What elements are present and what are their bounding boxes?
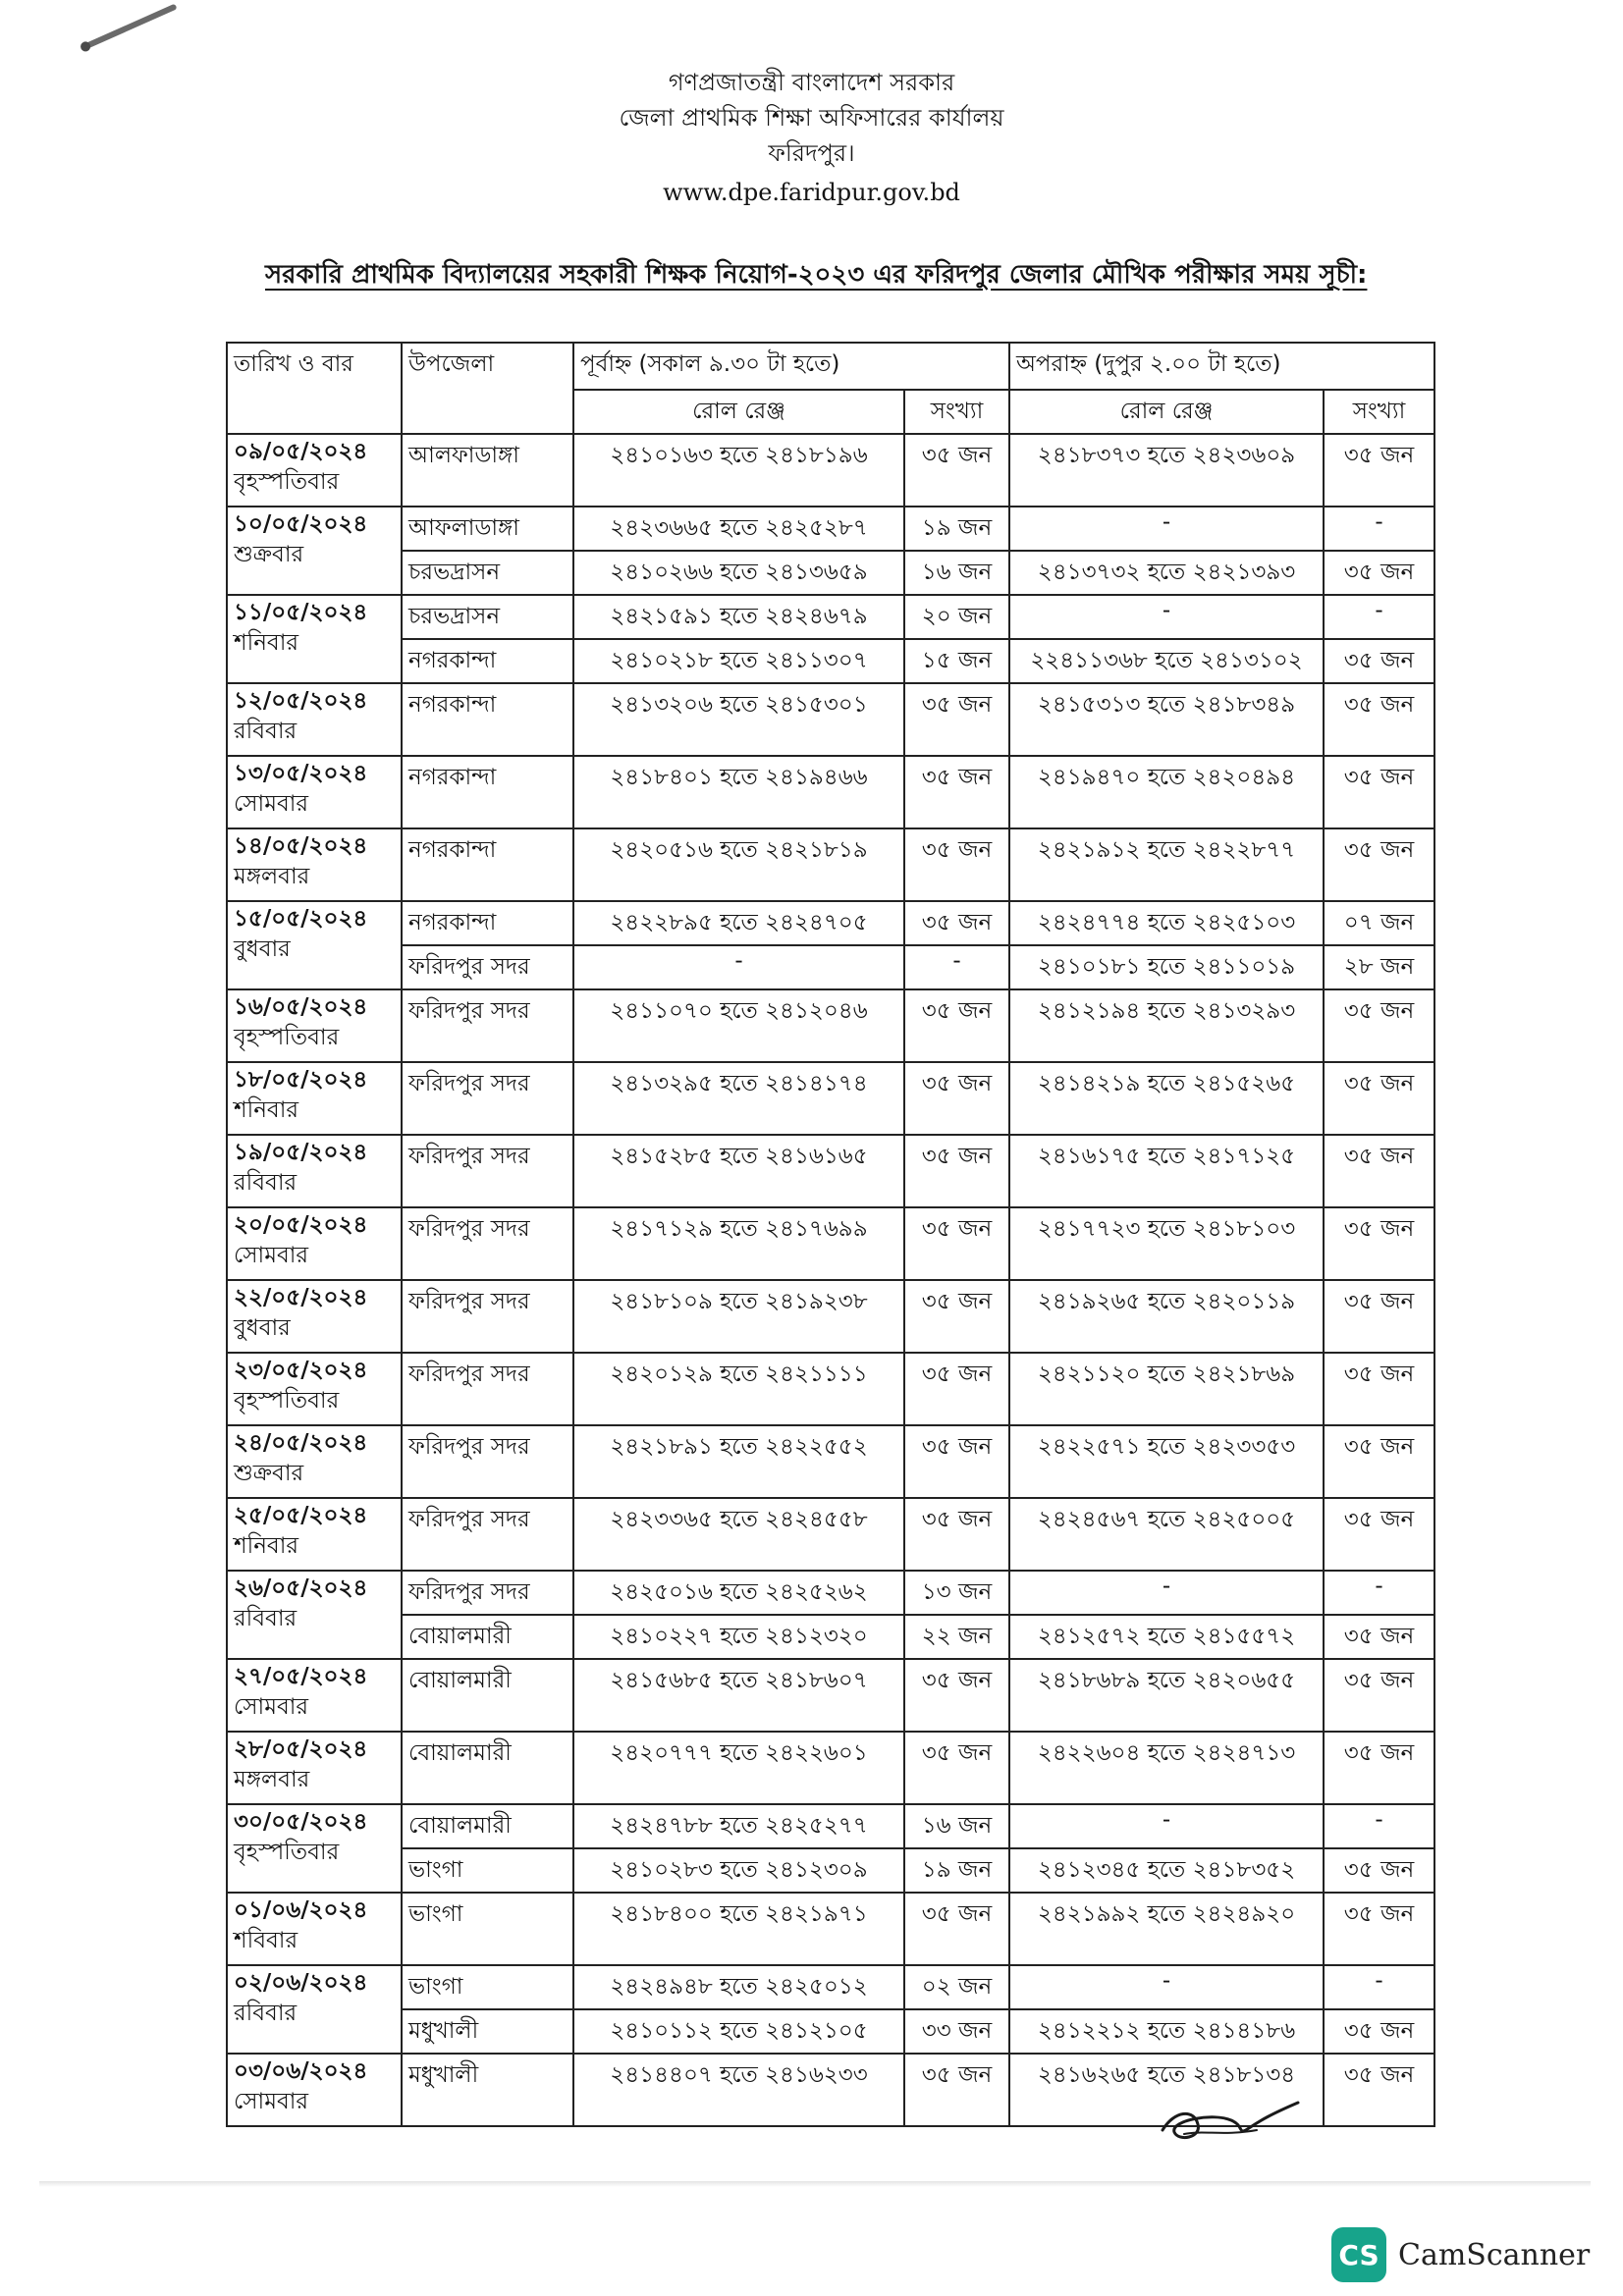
exam-weekday: মঙ্গলবার xyxy=(234,864,310,889)
date-day-cell xyxy=(227,1965,402,2054)
upazila-cell: মধুখালী xyxy=(402,2054,573,2126)
date-day-cell xyxy=(227,1207,402,1280)
exam-weekday: বৃহস্পতিবার xyxy=(234,1388,340,1414)
table-row xyxy=(227,1659,1434,1732)
date-day-cell xyxy=(227,1498,402,1571)
morning-count-cell: ০২ জন xyxy=(904,1965,1009,2009)
morning-roll-range-cell: ২৪১০২৬৬ হতে ২৪১৩৬৫৯ xyxy=(573,551,904,595)
exam-weekday: সোমবার xyxy=(234,791,309,817)
exam-date: ১৮/০৫/২০২৪ xyxy=(234,1067,368,1093)
exam-date: ০১/০৬/২০২৪ xyxy=(234,1897,368,1923)
afternoon-count-cell: ৩৫ জন xyxy=(1324,1280,1434,1353)
date-day-cell xyxy=(227,1353,402,1425)
exam-weekday: বৃহস্পতিবার xyxy=(234,1840,340,1865)
morning-roll-range-cell: ২৪২০১২৯ হতে ২৪২১১১১ xyxy=(573,1353,904,1425)
exam-weekday: শুক্রবার xyxy=(234,542,304,567)
exam-date: ২৪/০৫/২০২৪ xyxy=(234,1430,368,1456)
date-day-cell xyxy=(227,1571,402,1659)
schedule-body xyxy=(227,434,1434,2126)
morning-roll-range-cell: ২৪১৮১০৯ হতে ২৪১৯২৩৮ xyxy=(573,1280,904,1353)
exam-weekday: রবিবার xyxy=(234,1170,298,1196)
table-row xyxy=(227,989,1434,1062)
morning-roll-range-cell: ২৪২২৮৯৫ হতে ২৪২৪৭০৫ xyxy=(573,901,904,945)
date-day-cell xyxy=(227,1280,402,1353)
afternoon-roll-range-cell: ২৪১৬১৭৫ হতে ২৪১৭১২৫ xyxy=(1009,1135,1324,1207)
morning-count-cell: ৩৫ জন xyxy=(904,1659,1009,1732)
upazila-cell: আলফাডাঙ্গা xyxy=(402,434,573,507)
morning-roll-range-cell: ২৪১১০৭০ হতে ২৪১২০৪৬ xyxy=(573,989,904,1062)
header-afternoon-count: সংখ্যা xyxy=(1324,390,1434,434)
afternoon-roll-range-cell: ২২৪১১৩৬৮ হতে ২৪১৩১০২ xyxy=(1009,639,1324,683)
date-day-cell xyxy=(227,828,402,901)
afternoon-roll-range-cell: ২৪২১৯১২ হতে ২৪২২৮৭৭ xyxy=(1009,828,1324,901)
exam-weekday: শনিবার xyxy=(234,630,299,656)
exam-weekday: সোমবার xyxy=(234,1694,309,1720)
table-row xyxy=(227,1280,1434,1353)
morning-count-cell: ৩৩ জন xyxy=(904,2009,1009,2054)
date-day-cell xyxy=(227,756,402,828)
table-row xyxy=(227,828,1434,901)
exam-date: ২০/০৫/২০২৪ xyxy=(234,1212,368,1238)
afternoon-roll-range-cell: ২৪১৩৭৩২ হতে ২৪২১৩৯৩ xyxy=(1009,551,1324,595)
upazila-cell: ভাংগা xyxy=(402,1965,573,2009)
morning-count-cell: ৩৫ জন xyxy=(904,434,1009,507)
exam-date: ১৬/০৫/২০২৪ xyxy=(234,994,368,1020)
upazila-cell: ফরিদপুর সদর xyxy=(402,1207,573,1280)
morning-roll-range-cell: ২৪১৫৬৮৫ হতে ২৪১৮৬০৭ xyxy=(573,1659,904,1732)
morning-roll-range-cell: ২৪১৩২০৬ হতে ২৪১৫৩০১ xyxy=(573,683,904,756)
page-edge xyxy=(39,2181,1591,2187)
morning-roll-range-cell: ২৪২১৫৯১ হতে ২৪২৪৬৭৯ xyxy=(573,595,904,639)
morning-roll-range-cell: - xyxy=(573,945,904,989)
afternoon-roll-range-cell: ২৪১৯৪৭০ হতে ২৪২০৪৯৪ xyxy=(1009,756,1324,828)
exam-weekday: বৃহস্পতিবার xyxy=(234,469,340,495)
date-day-cell xyxy=(227,1135,402,1207)
morning-count-cell: ৩৫ জন xyxy=(904,1353,1009,1425)
morning-count-cell: ৩৫ জন xyxy=(904,1135,1009,1207)
exam-weekday: রবিবার xyxy=(234,719,298,744)
exam-date: ০৯/০৫/২০২৪ xyxy=(234,439,368,464)
morning-roll-range-cell: ২৪১৩২৯৫ হতে ২৪১৪১৭৪ xyxy=(573,1062,904,1135)
header-morning: পূর্বাহ্ন (সকাল ৯.৩০ টা হতে) xyxy=(573,343,1009,390)
upazila-cell: ফরিদপুর সদর xyxy=(402,1498,573,1571)
exam-weekday: রবিবার xyxy=(234,2001,298,2026)
afternoon-roll-range-cell: ২৪১৮৩৭৩ হতে ২৪২৩৬০৯ xyxy=(1009,434,1324,507)
morning-roll-range-cell: ২৪২০৭৭৭ হতে ২৪২২৬০১ xyxy=(573,1732,904,1804)
upazila-cell: আফলাডাঙ্গা xyxy=(402,507,573,551)
afternoon-count-cell: ৩৫ জন xyxy=(1324,1848,1434,1893)
table-row xyxy=(227,639,1434,683)
upazila-cell: ফরিদপুর সদর xyxy=(402,1280,573,1353)
morning-roll-range-cell: ২৪১৫২৮৫ হতে ২৪১৬১৬৫ xyxy=(573,1135,904,1207)
upazila-cell: ফরিদপুর সদর xyxy=(402,989,573,1062)
table-row xyxy=(227,1498,1434,1571)
morning-count-cell: ৩৫ জন xyxy=(904,1207,1009,1280)
table-row xyxy=(227,1571,1434,1615)
header-morning-count: সংখ্যা xyxy=(904,390,1009,434)
exam-date: ১৯/০৫/২০২৪ xyxy=(234,1140,368,1165)
date-day-cell xyxy=(227,595,402,683)
handwritten-signature-icon xyxy=(1155,2091,1302,2150)
morning-roll-range-cell: ২৪২৩৬৬৫ হতে ২৪২৫২৮৭ xyxy=(573,507,904,551)
morning-count-cell: ৩৫ জন xyxy=(904,901,1009,945)
morning-count-cell: ১৬ জন xyxy=(904,551,1009,595)
afternoon-roll-range-cell: ২৪১২৩৪৫ হতে ২৪১৮৩৫২ xyxy=(1009,1848,1324,1893)
upazila-cell: চরভদ্রাসন xyxy=(402,595,573,639)
upazila-cell: ফরিদপুর সদর xyxy=(402,1425,573,1498)
afternoon-roll-range-cell: ২৪১২১৯৪ হতে ২৪১৩২৯৩ xyxy=(1009,989,1324,1062)
upazila-cell: ফরিদপুর সদর xyxy=(402,1571,573,1615)
morning-roll-range-cell: ২৪২৩৩৬৫ হতে ২৪২৪৫৫৮ xyxy=(573,1498,904,1571)
date-day-cell xyxy=(227,1804,402,1893)
table-row xyxy=(227,1732,1434,1804)
date-day-cell xyxy=(227,901,402,989)
morning-count-cell: ১৩ জন xyxy=(904,1571,1009,1615)
morning-count-cell: ৩৫ জন xyxy=(904,1425,1009,1498)
morning-count-cell: ১৯ জন xyxy=(904,507,1009,551)
morning-count-cell: ৩৫ জন xyxy=(904,2054,1009,2126)
morning-roll-range-cell: ২৪১০২২৭ হতে ২৪১২৩২০ xyxy=(573,1615,904,1659)
morning-count-cell: ৩৫ জন xyxy=(904,1062,1009,1135)
table-row xyxy=(227,2009,1434,2054)
table-row xyxy=(227,1893,1434,1965)
afternoon-count-cell: ০৭ জন xyxy=(1324,901,1434,945)
exam-date: ০৩/০৬/২০২৪ xyxy=(234,2058,368,2084)
table-row xyxy=(227,1353,1434,1425)
camscanner-logo-icon: CS xyxy=(1331,2227,1386,2282)
afternoon-count-cell: ২৮ জন xyxy=(1324,945,1434,989)
office-header xyxy=(0,65,1623,212)
morning-roll-range-cell: ২৪১৪৪০৭ হতে ২৪১৬২৩৩ xyxy=(573,2054,904,2126)
afternoon-roll-range-cell: - xyxy=(1009,595,1324,639)
table-row xyxy=(227,901,1434,945)
date-day-cell xyxy=(227,1893,402,1965)
upazila-cell: নগরকান্দা xyxy=(402,828,573,901)
upazila-cell: বোয়ালমারী xyxy=(402,1615,573,1659)
afternoon-count-cell: ৩৫ জন xyxy=(1324,2054,1434,2126)
afternoon-roll-range-cell: ২৪২৪৭৭৪ হতে ২৪২৫১০৩ xyxy=(1009,901,1324,945)
afternoon-count-cell: ৩৫ জন xyxy=(1324,683,1434,756)
upazila-cell: বোয়ালমারী xyxy=(402,1659,573,1732)
morning-count-cell: ২২ জন xyxy=(904,1615,1009,1659)
upazila-cell: নগরকান্দা xyxy=(402,756,573,828)
afternoon-roll-range-cell: - xyxy=(1009,507,1324,551)
afternoon-roll-range-cell: ২৪১২২১২ হতে ২৪১৪১৮৬ xyxy=(1009,2009,1324,2054)
afternoon-count-cell: ৩৫ জন xyxy=(1324,1893,1434,1965)
afternoon-roll-range-cell: ২৪১৬২৬৫ হতে ২৪১৮১৩৪ xyxy=(1009,2054,1324,2126)
afternoon-roll-range-cell: ২৪১২৫৭২ হতে ২৪১৫৫৭২ xyxy=(1009,1615,1324,1659)
header-city: ফরিদপুর। xyxy=(768,139,855,167)
exam-weekday: সোমবার xyxy=(234,1243,309,1268)
upazila-cell: ভাংগা xyxy=(402,1848,573,1893)
morning-count-cell: ৩৫ জন xyxy=(904,756,1009,828)
morning-roll-range-cell: ২৪২১৮৯১ হতে ২৪২২৫৫২ xyxy=(573,1425,904,1498)
date-day-cell xyxy=(227,683,402,756)
afternoon-roll-range-cell: - xyxy=(1009,1804,1324,1848)
morning-count-cell: ১৫ জন xyxy=(904,639,1009,683)
upazila-cell: নগরকান্দা xyxy=(402,901,573,945)
exam-date: ১৪/০৫/২০২৪ xyxy=(234,833,368,859)
morning-count-cell: ৩৫ জন xyxy=(904,1893,1009,1965)
table-row xyxy=(227,1135,1434,1207)
afternoon-count-cell: ৩৫ জন xyxy=(1324,1062,1434,1135)
exam-weekday: সোমবার xyxy=(234,2089,309,2114)
afternoon-roll-range-cell: ২৪১৭৭২৩ হতে ২৪১৮১০৩ xyxy=(1009,1207,1324,1280)
upazila-cell: মধুখালী xyxy=(402,2009,573,2054)
afternoon-count-cell: - xyxy=(1324,1571,1434,1615)
exam-date: ২২/০৫/২০২৪ xyxy=(234,1285,368,1310)
table-row xyxy=(227,945,1434,989)
exam-date: ১২/০৫/২০২৪ xyxy=(234,688,368,714)
afternoon-roll-range-cell: ২৪২১১২০ হতে ২৪২১৮৬৯ xyxy=(1009,1353,1324,1425)
exam-weekday: বুধবার xyxy=(234,936,291,962)
exam-weekday: শবিবার xyxy=(234,1928,298,1953)
document-subject: সরকারি প্রাথমিক বিদ্যালয়ের সহকারী শিক্ষক নিয়োগ-২০২৩ এর ফরিদপুর জেলার মৌখিক পরীক্ষার সময় সূচী: xyxy=(265,260,1368,290)
morning-roll-range-cell: ২৪১০২১৮ হতে ২৪১১৩০৭ xyxy=(573,639,904,683)
header-morning-roll-range: রোল রেঞ্জ xyxy=(573,390,904,434)
afternoon-count-cell: ৩৫ জন xyxy=(1324,1498,1434,1571)
exam-date: ২৭/০৫/২০২৪ xyxy=(234,1664,368,1689)
table-row xyxy=(227,507,1434,551)
afternoon-roll-range-cell: ২৪১৪২১৯ হতে ২৪১৫২৬৫ xyxy=(1009,1062,1324,1135)
header-afternoon: অপরাহ্ন (দুপুর ২.০০ টা হতে) xyxy=(1009,343,1434,390)
afternoon-count-cell: ৩৫ জন xyxy=(1324,1135,1434,1207)
afternoon-count-cell: - xyxy=(1324,1804,1434,1848)
afternoon-count-cell: ৩৫ জন xyxy=(1324,1207,1434,1280)
schedule-table xyxy=(226,342,1435,2127)
header-website-link[interactable]: www.dpe.faridpur.gov.bd xyxy=(663,179,960,206)
table-row xyxy=(227,1804,1434,1848)
morning-roll-range-cell: ২৪১০১৬৩ হতে ২৪১৮১৯৬ xyxy=(573,434,904,507)
afternoon-roll-range-cell: ২৪১৮৬৮৯ হতে ২৪২০৬৫৫ xyxy=(1009,1659,1324,1732)
camscanner-text: CamScanner xyxy=(1398,2237,1591,2272)
table-row xyxy=(227,1965,1434,2009)
upazila-cell: ভাংগা xyxy=(402,1893,573,1965)
morning-roll-range-cell: ২৪২০৫১৬ হতে ২৪২১৮১৯ xyxy=(573,828,904,901)
morning-count-cell: ১৬ জন xyxy=(904,1804,1009,1848)
afternoon-roll-range-cell: ২৪২১৯৯২ হতে ২৪২৪৯২০ xyxy=(1009,1893,1324,1965)
date-day-cell xyxy=(227,2054,402,2126)
afternoon-count-cell: ৩৫ জন xyxy=(1324,1615,1434,1659)
table-row xyxy=(227,683,1434,756)
morning-roll-range-cell: ২৪১৮৪০০ হতে ২৪২১৯৭১ xyxy=(573,1893,904,1965)
exam-date: ২৮/০৫/২০২৪ xyxy=(234,1736,368,1762)
morning-count-cell: ৩৫ জন xyxy=(904,683,1009,756)
afternoon-count-cell: ৩৫ জন xyxy=(1324,1659,1434,1732)
upazila-cell: নগরকান্দা xyxy=(402,683,573,756)
afternoon-roll-range-cell: - xyxy=(1009,1965,1324,2009)
header-government: গণপ্রজাতন্ত্রী বাংলাদেশ সরকার xyxy=(668,69,955,96)
header-date-day: তারিখ ও বার xyxy=(227,343,402,434)
table-row xyxy=(227,595,1434,639)
afternoon-count-cell: ৩৫ জন xyxy=(1324,2009,1434,2054)
date-day-cell xyxy=(227,434,402,507)
morning-roll-range-cell: ২৪২৫০১৬ হতে ২৪২৫২৬২ xyxy=(573,1571,904,1615)
afternoon-count-cell: ৩৫ জন xyxy=(1324,551,1434,595)
afternoon-count-cell: ৩৫ জন xyxy=(1324,639,1434,683)
morning-roll-range-cell: ২৪১৮৪০১ হতে ২৪১৯৪৬৬ xyxy=(573,756,904,828)
afternoon-roll-range-cell: ২৪২২৫৭১ হতে ২৪২৩৩৫৩ xyxy=(1009,1425,1324,1498)
date-day-cell xyxy=(227,989,402,1062)
afternoon-count-cell: ৩৫ জন xyxy=(1324,1425,1434,1498)
morning-roll-range-cell: ২৪২৪৭৮৮ হতে ২৪২৫২৭৭ xyxy=(573,1804,904,1848)
exam-weekday: বুধবার xyxy=(234,1315,291,1341)
exam-date: ০২/০৬/২০২৪ xyxy=(234,1970,368,1996)
table-row xyxy=(227,1425,1434,1498)
morning-count-cell: ৩৫ জন xyxy=(904,1498,1009,1571)
afternoon-count-cell: ৩৫ জন xyxy=(1324,434,1434,507)
afternoon-count-cell: ৩৫ জন xyxy=(1324,1353,1434,1425)
exam-date: ১১/০৫/২০২৪ xyxy=(234,600,368,625)
upazila-cell: বোয়ালমারী xyxy=(402,1732,573,1804)
exam-weekday: শনিবার xyxy=(234,1097,299,1123)
upazila-cell: নগরকান্দা xyxy=(402,639,573,683)
afternoon-count-cell: ৩৫ জন xyxy=(1324,756,1434,828)
header-upazila: উপজেলা xyxy=(402,343,573,434)
upazila-cell: ফরিদপুর সদর xyxy=(402,1062,573,1135)
exam-date: ১৫/০৫/২০২৪ xyxy=(234,906,368,932)
upazila-cell: ফরিদপুর সদর xyxy=(402,1353,573,1425)
exam-date: ২৫/০৫/২০২৪ xyxy=(234,1503,368,1528)
exam-weekday: রবিবার xyxy=(234,1606,298,1631)
morning-count-cell: ৩৫ জন xyxy=(904,1732,1009,1804)
date-day-cell xyxy=(227,507,402,595)
afternoon-roll-range-cell: ২৪১০১৮১ হতে ২৪১১০১৯ xyxy=(1009,945,1324,989)
morning-count-cell: ৩৫ জন xyxy=(904,1280,1009,1353)
table-row xyxy=(227,1207,1434,1280)
table-row xyxy=(227,551,1434,595)
afternoon-count-cell: - xyxy=(1324,507,1434,551)
morning-count-cell: - xyxy=(904,945,1009,989)
morning-count-cell: ১৯ জন xyxy=(904,1848,1009,1893)
morning-roll-range-cell: ২৪১০২৮৩ হতে ২৪১২৩০৯ xyxy=(573,1848,904,1893)
afternoon-roll-range-cell: ২৪২২৬০৪ হতে ২৪২৪৭১৩ xyxy=(1009,1732,1324,1804)
exam-weekday: মঙ্গলবার xyxy=(234,1767,310,1792)
date-day-cell xyxy=(227,1062,402,1135)
afternoon-count-cell: ৩৫ জন xyxy=(1324,989,1434,1062)
exam-weekday: শনিবার xyxy=(234,1533,299,1559)
exam-weekday: বৃহস্পতিবার xyxy=(234,1025,340,1050)
afternoon-count-cell: - xyxy=(1324,595,1434,639)
table-row xyxy=(227,1062,1434,1135)
morning-count-cell: ৩৫ জন xyxy=(904,989,1009,1062)
header-afternoon-roll-range: রোল রেঞ্জ xyxy=(1009,390,1324,434)
date-day-cell xyxy=(227,1732,402,1804)
afternoon-roll-range-cell: ২৪১৯২৬৫ হতে ২৪২০১১৯ xyxy=(1009,1280,1324,1353)
header-office: জেলা প্রাথমিক শিক্ষা অফিসারের কার্যালয় xyxy=(619,104,1004,132)
afternoon-count-cell: - xyxy=(1324,1965,1434,2009)
exam-weekday: শুক্রবার xyxy=(234,1461,304,1486)
table-row xyxy=(227,1615,1434,1659)
date-day-cell xyxy=(227,1659,402,1732)
exam-date: ২৬/০৫/২০২৪ xyxy=(234,1575,368,1601)
table-row xyxy=(227,434,1434,507)
morning-count-cell: ৩৫ জন xyxy=(904,828,1009,901)
afternoon-roll-range-cell: ২৪২৪৫৬৭ হতে ২৪২৫০০৫ xyxy=(1009,1498,1324,1571)
morning-count-cell: ২০ জন xyxy=(904,595,1009,639)
upazila-cell: ফরিদপুর সদর xyxy=(402,945,573,989)
camscanner-watermark xyxy=(1331,2225,1590,2284)
afternoon-roll-range-cell: - xyxy=(1009,1571,1324,1615)
exam-date: ৩০/০৫/২০২৪ xyxy=(234,1809,368,1835)
afternoon-roll-range-cell: ২৪১৫৩১৩ হতে ২৪১৮৩৪৯ xyxy=(1009,683,1324,756)
exam-date: ১৩/০৫/২০২৪ xyxy=(234,761,368,786)
table-row xyxy=(227,1848,1434,1893)
exam-date: ২৩/০৫/২০২৪ xyxy=(234,1358,368,1383)
upazila-cell: চরভদ্রাসন xyxy=(402,551,573,595)
morning-roll-range-cell: ২৪১০১১২ হতে ২৪১২১০৫ xyxy=(573,2009,904,2054)
upazila-cell: বোয়ালমারী xyxy=(402,1804,573,1848)
upazila-cell: ফরিদপুর সদর xyxy=(402,1135,573,1207)
exam-date: ১০/০৫/২০২৪ xyxy=(234,511,368,537)
date-day-cell xyxy=(227,1425,402,1498)
morning-roll-range-cell: ২৪১৭১২৯ হতে ২৪১৭৬৯৯ xyxy=(573,1207,904,1280)
afternoon-count-cell: ৩৫ জন xyxy=(1324,828,1434,901)
morning-roll-range-cell: ২৪২৪৯৪৮ হতে ২৪২৫০১২ xyxy=(573,1965,904,2009)
afternoon-count-cell: ৩৫ জন xyxy=(1324,1732,1434,1804)
table-row xyxy=(227,756,1434,828)
